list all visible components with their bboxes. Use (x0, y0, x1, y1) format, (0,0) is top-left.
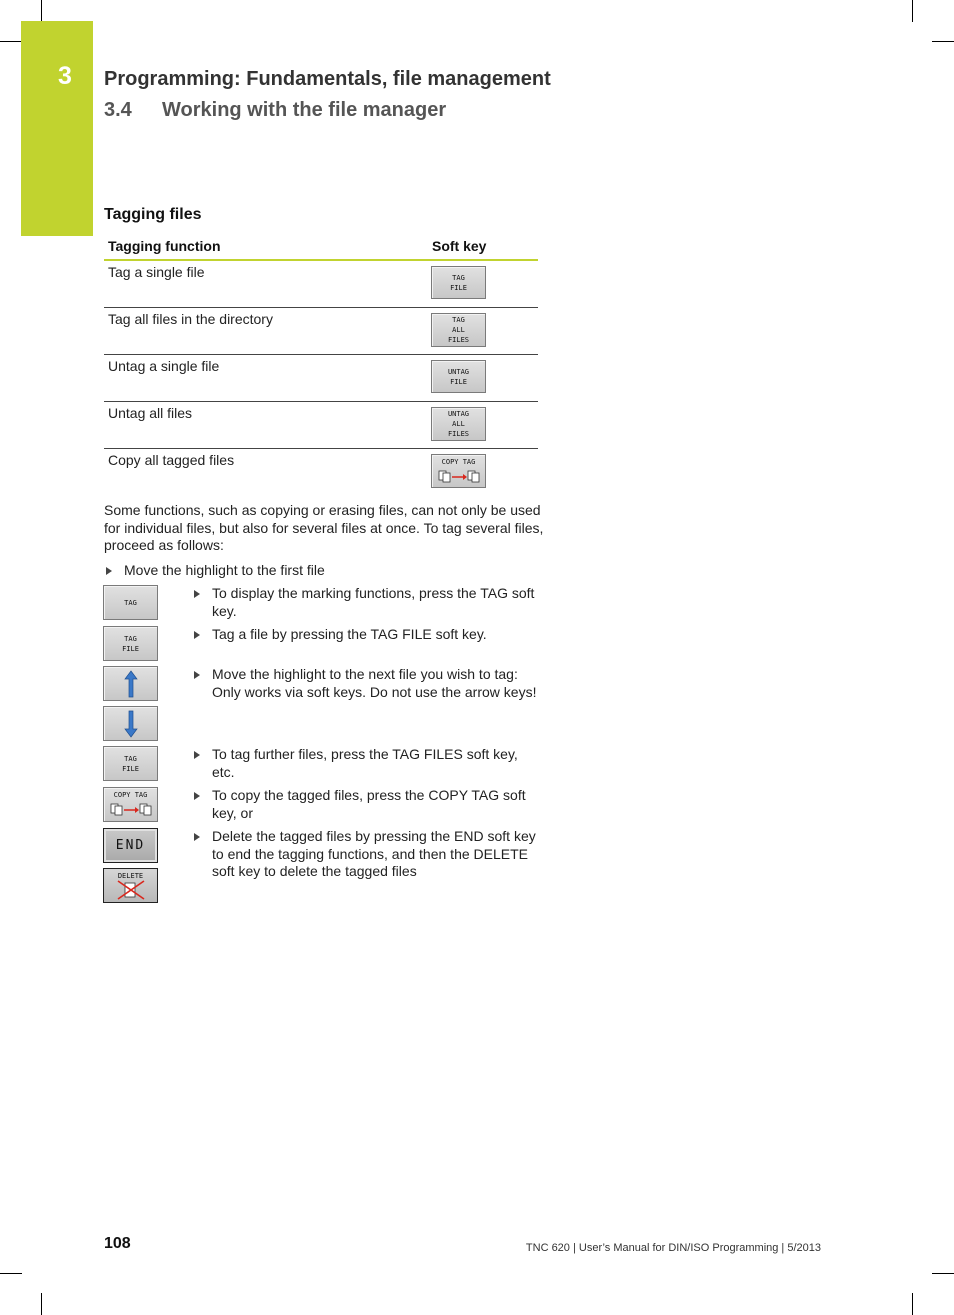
tag-softkey[interactable] (103, 585, 158, 620)
untag-file-softkey[interactable] (431, 360, 486, 393)
footer-text: TNC 620 | User’s Manual for DIN/ISO Programming | 5/2013 (525, 1242, 821, 1254)
untag-all-files-softkey[interactable] (431, 407, 486, 441)
softkey-line: FILE (450, 377, 467, 386)
intro-paragraph: Some functions, such as copying or erasing files, can not only be used for individual files, but also for several files at once. To tag several files, proceed as follows: (104, 502, 544, 553)
softkey-line: TAG (124, 634, 137, 643)
end-key-label: END (115, 838, 146, 853)
delete-key-label: DELETE (117, 872, 144, 880)
bullet-arrow-icon (194, 590, 200, 598)
end-key[interactable] (103, 828, 158, 863)
function-label: Tag all files in the directory (108, 311, 273, 327)
softkey-line: FILE (122, 764, 139, 773)
table-row (104, 402, 538, 449)
copy-tag-softkey[interactable] (103, 787, 158, 822)
column-header-softkey: Soft key (432, 238, 487, 254)
chapter-tab (21, 21, 93, 236)
copy-files-icon (107, 800, 155, 818)
bullet-arrow-icon (194, 671, 200, 679)
step-text: To copy the tagged files, press the COPY TAG soft key, or (212, 787, 526, 821)
table-row (104, 449, 538, 495)
crop-mark (932, 41, 954, 42)
table-row (104, 308, 538, 355)
crop-mark (912, 1293, 913, 1315)
tag-file-softkey[interactable] (431, 266, 486, 299)
function-label: Tag a single file (108, 264, 205, 280)
function-label: Copy all tagged files (108, 452, 235, 468)
bullet-arrow-icon (194, 631, 200, 639)
softkey-line: FILE (122, 644, 139, 653)
softkey-line: UNTAG (447, 367, 470, 376)
crop-mark (0, 1273, 22, 1274)
column-header-function: Tagging function (108, 238, 221, 254)
softkey-line: COPY TAG (113, 791, 148, 799)
table-row (104, 355, 538, 402)
page-number: 108 (104, 1235, 131, 1252)
bullet-arrow-icon (194, 751, 200, 759)
softkey-line: ALL (452, 326, 465, 334)
table-row (104, 261, 538, 308)
crop-mark (932, 1273, 954, 1274)
crop-mark (912, 0, 913, 22)
table-header (104, 236, 538, 261)
softkey-line: FILE (450, 283, 467, 292)
step-text: To display the marking functions, press the TAG soft key. (212, 585, 535, 619)
delete-file-icon (116, 880, 146, 900)
softkey-line: TAG (124, 754, 137, 763)
tag-all-files-softkey[interactable] (431, 313, 486, 347)
tagging-table (104, 236, 538, 495)
section-title: Working with the file manager (162, 99, 447, 121)
chapter-title: Programming: Fundamentals, file management (104, 68, 551, 90)
chapter-number: 3 (58, 62, 72, 90)
section-heading: Tagging files (104, 206, 202, 223)
crop-mark (0, 41, 22, 42)
softkey-line: FILES (447, 336, 470, 344)
crop-mark (41, 1293, 42, 1315)
step-text: Delete the tagged files by pressing the END soft key to end the tagging functions, and then the DELETE soft key to delete the tagged files (212, 828, 536, 879)
softkey-line: FILES (447, 430, 470, 438)
delete-softkey[interactable] (103, 868, 158, 903)
softkey-line: TAG (452, 273, 465, 282)
function-label: Untag all files (108, 405, 193, 421)
step-text: To tag further files, press the TAG FILES soft key, etc. (212, 746, 518, 780)
section-number: 3.4 (104, 99, 132, 121)
softkey-line: TAG (124, 598, 137, 607)
arrow-up-icon (124, 670, 138, 698)
softkey-line: ALL (452, 420, 465, 428)
step-text: Tag a file by pressing the TAG FILE soft key. (212, 626, 487, 642)
arrow-down-key[interactable] (103, 706, 158, 741)
tag-file-softkey[interactable] (103, 626, 158, 661)
arrow-up-key[interactable] (103, 666, 158, 701)
softkey-line: COPY TAG (441, 458, 476, 466)
crop-mark (41, 0, 42, 22)
tag-files-softkey[interactable] (103, 746, 158, 781)
function-label: Untag a single file (108, 358, 220, 374)
softkey-line: TAG (452, 316, 465, 324)
step-text: Move the highlight to the next file you wish to tag: Only works via soft keys. Do not use the arrow keys! (212, 666, 537, 700)
bullet-arrow-icon (106, 567, 112, 575)
step-text: Move the highlight to the first file (124, 562, 325, 578)
bullet-arrow-icon (194, 792, 200, 800)
bullet-arrow-icon (194, 833, 200, 841)
copy-files-icon (435, 467, 483, 485)
softkey-line: UNTAG (447, 410, 470, 418)
arrow-down-icon (124, 710, 138, 738)
copy-tag-softkey[interactable] (431, 454, 486, 488)
